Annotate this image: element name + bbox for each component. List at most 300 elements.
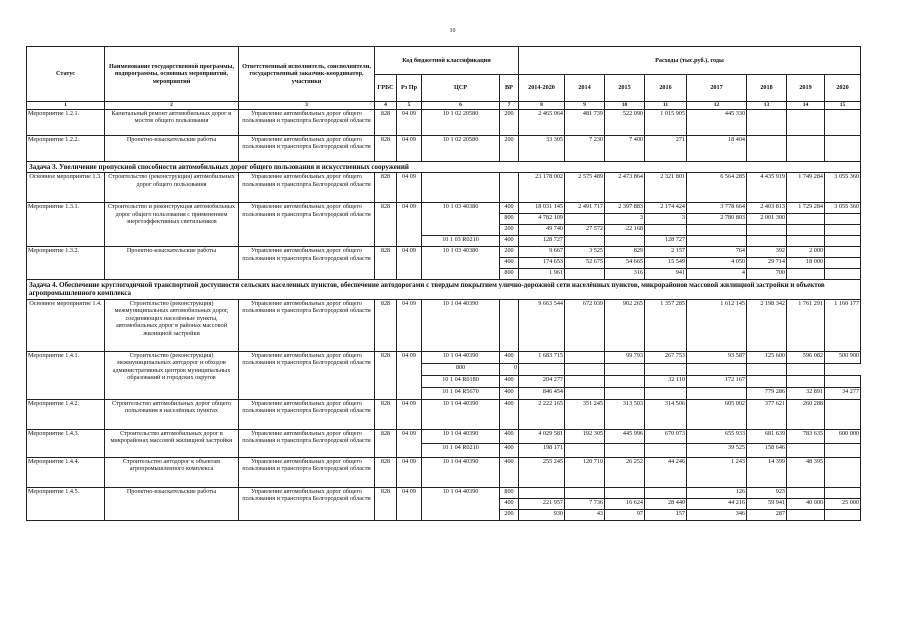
value-cell: 32 891 bbox=[787, 387, 825, 399]
value-cell: 2 000 bbox=[787, 247, 825, 258]
value-cell: 23 178 002 bbox=[519, 173, 565, 203]
value-cell: 445 996 bbox=[605, 429, 645, 443]
rzpr-cell: 04 09 bbox=[397, 399, 422, 429]
vr-cell: 200 bbox=[500, 509, 519, 520]
value-cell: 700 bbox=[747, 269, 787, 280]
value-cell: 2 780 803 bbox=[687, 214, 747, 225]
value-cell: 4 782 109 bbox=[519, 214, 565, 225]
value-cell bbox=[645, 363, 687, 375]
value-cell: 287 bbox=[747, 509, 787, 520]
value-cell bbox=[605, 443, 645, 457]
value-cell: 2 222 165 bbox=[519, 399, 565, 429]
header-year: 2018 bbox=[747, 74, 787, 102]
header-rzpr: Рз Пр bbox=[397, 74, 422, 102]
vr-cell bbox=[500, 173, 519, 203]
vr-cell: 200 bbox=[500, 135, 519, 161]
csr-cell: 10 1 02 20580 bbox=[422, 135, 500, 161]
header-year: 2014-2020 bbox=[519, 74, 565, 102]
value-cell bbox=[825, 214, 861, 225]
value-cell: 99 793 bbox=[605, 351, 645, 363]
value-cell: 1 357 285 bbox=[645, 299, 687, 351]
vr-cell: 800 bbox=[422, 363, 500, 375]
grbs-cell: 828 bbox=[375, 399, 397, 429]
responsible-cell: Управление автомобильных дорог общего пользования и транспорта Белгородской области bbox=[239, 247, 375, 280]
rzpr-cell: 04 09 bbox=[397, 135, 422, 161]
value-cell: 1 612 145 bbox=[687, 299, 747, 351]
value-cell: 351 245 bbox=[565, 399, 605, 429]
status-cell: Мероприятие 1.4.2. bbox=[27, 399, 105, 429]
event-row bbox=[27, 399, 861, 429]
status-cell: Мероприятие 1.4.3. bbox=[27, 429, 105, 457]
header-year: 2016 bbox=[645, 74, 687, 102]
value-cell: 3 055 360 bbox=[825, 203, 861, 214]
value-cell: 28 440 bbox=[645, 498, 687, 509]
value-cell bbox=[825, 443, 861, 457]
value-cell: 126 bbox=[687, 487, 747, 498]
value-cell: 39 525 bbox=[687, 443, 747, 457]
responsible-cell: Управление автомобильных дорог общего пользования и транспорта Белгородской области bbox=[239, 429, 375, 457]
task-title: Задача 3. Увеличение пропускной способности автомобильных дорог общего пользования и искусственных сооружений bbox=[27, 161, 861, 172]
value-cell bbox=[787, 214, 825, 225]
value-cell bbox=[825, 375, 861, 387]
task-title: Задача 4. Обеспечение круглогодичной транспортной доступности сельских населенных пунктов, обеспечение автодорогами с твердым покрытием улично-дорожной сети населённых пунктов, микрорайонов массовой жилищной застройки и объектов агропромышленного комплекса bbox=[27, 280, 861, 300]
value-cell: 0 bbox=[500, 363, 519, 375]
column-number: 6 bbox=[422, 102, 500, 110]
csr-cell: 10 1 02 20580 bbox=[422, 109, 500, 135]
value-cell bbox=[747, 225, 787, 236]
value-cell: 930 bbox=[519, 509, 565, 520]
value-cell bbox=[787, 236, 825, 247]
value-cell bbox=[687, 225, 747, 236]
vr-cell: 800 bbox=[500, 269, 519, 280]
header-year: 2020 bbox=[825, 74, 861, 102]
value-cell: 43 bbox=[565, 509, 605, 520]
value-cell: 40 000 bbox=[787, 498, 825, 509]
budget-table bbox=[26, 46, 861, 521]
value-cell: 25 000 bbox=[825, 498, 861, 509]
value-cell bbox=[787, 135, 825, 161]
value-cell: 14 399 bbox=[747, 457, 787, 487]
value-cell: 125 600 bbox=[747, 351, 787, 363]
event-row bbox=[27, 247, 861, 258]
value-cell bbox=[825, 258, 861, 269]
task-row bbox=[27, 161, 861, 172]
value-cell: 2 001 300 bbox=[747, 214, 787, 225]
rzpr-cell: 04 09 bbox=[397, 109, 422, 135]
status-cell: Мероприятие 1.3.2. bbox=[27, 247, 105, 280]
event-row bbox=[27, 429, 861, 443]
value-cell: 783 635 bbox=[787, 429, 825, 443]
value-cell: 3 778 664 bbox=[687, 203, 747, 214]
value-cell: 54 665 bbox=[605, 258, 645, 269]
value-cell: 7 400 bbox=[605, 135, 645, 161]
name-cell: Строительство и реконструкция автомобильных дорог общего пользования с применением энергоэффективных светильников bbox=[105, 203, 239, 247]
value-cell bbox=[747, 363, 787, 375]
value-cell: 32 110 bbox=[645, 375, 687, 387]
value-cell: 9 663 544 bbox=[519, 299, 565, 351]
value-cell: 198 171 bbox=[519, 443, 565, 457]
value-cell bbox=[787, 443, 825, 457]
name-cell: Строительство автодорог к объектам агропромышленного комплекса bbox=[105, 457, 239, 487]
value-cell: 22 168 bbox=[605, 225, 645, 236]
value-cell bbox=[565, 363, 605, 375]
csr-cell: 10 1 04 40390 bbox=[422, 429, 500, 443]
value-cell: 445 330 bbox=[687, 109, 747, 135]
column-number: 8 bbox=[519, 102, 565, 110]
value-cell bbox=[825, 225, 861, 236]
value-cell: 377 621 bbox=[747, 399, 787, 429]
value-cell: 923 bbox=[747, 487, 787, 498]
value-cell bbox=[825, 457, 861, 487]
header-row-1 bbox=[27, 47, 861, 75]
column-number: 10 bbox=[605, 102, 645, 110]
value-cell bbox=[825, 135, 861, 161]
value-cell bbox=[825, 509, 861, 520]
value-cell: 221 957 bbox=[519, 498, 565, 509]
value-cell: 2 491 717 bbox=[565, 203, 605, 214]
value-cell: 267 753 bbox=[645, 351, 687, 363]
value-cell: 2 321 801 bbox=[645, 173, 687, 203]
value-cell bbox=[787, 225, 825, 236]
vr-cell: 800 bbox=[500, 487, 519, 498]
value-cell: 1 683 715 bbox=[519, 351, 565, 363]
value-cell: 1 749 284 bbox=[787, 173, 825, 203]
main-event-row bbox=[27, 299, 861, 351]
rzpr-cell: 04 09 bbox=[397, 487, 422, 520]
value-cell: 9 667 bbox=[519, 247, 565, 258]
value-cell: 3 bbox=[605, 214, 645, 225]
status-cell: Основное мероприятие 1.3. bbox=[27, 173, 105, 203]
value-cell bbox=[645, 487, 687, 498]
column-number: 1 bbox=[27, 102, 105, 110]
name-cell: Строительство автомобильных дорог общего пользования в населённых пунктах bbox=[105, 399, 239, 429]
vr-cell: 400 bbox=[500, 203, 519, 214]
value-cell bbox=[787, 269, 825, 280]
vr-cell: 400 bbox=[500, 429, 519, 443]
grbs-cell: 828 bbox=[375, 135, 397, 161]
grbs-cell: 828 bbox=[375, 457, 397, 487]
grbs-cell: 828 bbox=[375, 173, 397, 203]
value-cell bbox=[825, 487, 861, 498]
vr-cell: 800 bbox=[500, 214, 519, 225]
value-cell: 26 252 bbox=[605, 457, 645, 487]
value-cell bbox=[605, 236, 645, 247]
value-cell: 1 761 291 bbox=[787, 299, 825, 351]
grbs-cell: 828 bbox=[375, 247, 397, 280]
csr-cell: 10 1 04 40390 bbox=[422, 399, 500, 429]
column-number: 7 bbox=[500, 102, 519, 110]
value-cell: 18 000 bbox=[787, 258, 825, 269]
rzpr-cell: 04 09 bbox=[397, 429, 422, 457]
rzpr-cell: 04 09 bbox=[397, 247, 422, 280]
event-row bbox=[27, 351, 861, 363]
vr-cell: 200 bbox=[500, 225, 519, 236]
status-cell: Основное мероприятие 1.4. bbox=[27, 299, 105, 351]
value-cell: 120 710 bbox=[565, 457, 605, 487]
value-cell bbox=[565, 487, 605, 498]
value-cell: 522 090 bbox=[605, 109, 645, 135]
value-cell: 2 403 813 bbox=[747, 203, 787, 214]
name-cell: Строительство (реконструкция) межмуниципальных автомобильных дорог, соединяющих населённые пункты, автомобильных дорог в районах массовой жилищной застройки bbox=[105, 299, 239, 351]
value-cell: 7 230 bbox=[565, 135, 605, 161]
rzpr-cell: 04 09 bbox=[397, 173, 422, 203]
value-cell: 15 549 bbox=[645, 258, 687, 269]
value-cell: 128 727 bbox=[645, 236, 687, 247]
value-cell: 271 bbox=[645, 135, 687, 161]
column-number: 3 bbox=[239, 102, 375, 110]
rzpr-cell: 04 09 bbox=[397, 351, 422, 399]
value-cell bbox=[825, 399, 861, 429]
rzpr-cell: 04 09 bbox=[397, 457, 422, 487]
value-cell: 941 bbox=[645, 269, 687, 280]
value-cell bbox=[825, 247, 861, 258]
value-cell: 764 bbox=[687, 247, 747, 258]
header-expenses: Расходы (тыс.руб.), годы bbox=[519, 47, 861, 75]
header-status: Статус bbox=[27, 47, 105, 102]
responsible-cell: Управление автомобильных дорог общего пользования и транспорта Белгородской области bbox=[239, 351, 375, 399]
value-cell bbox=[787, 109, 825, 135]
value-cell bbox=[565, 236, 605, 247]
value-cell bbox=[565, 387, 605, 399]
header-csr: ЦСР bbox=[422, 74, 500, 102]
value-cell: 500 900 bbox=[825, 351, 861, 363]
responsible-cell: Управление автомобильных дорог общего пользования и транспорта Белгородской области bbox=[239, 203, 375, 247]
status-cell: Мероприятие 1.2.1. bbox=[27, 109, 105, 135]
value-cell: 48 395 bbox=[787, 457, 825, 487]
responsible-cell: Управление автомобильных дорог общего пользования и транспорта Белгородской области bbox=[239, 399, 375, 429]
column-number: 5 bbox=[397, 102, 422, 110]
responsible-cell: Управление автомобильных дорог общего пользования и транспорта Белгородской области bbox=[239, 173, 375, 203]
vr-cell: 400 bbox=[500, 498, 519, 509]
column-number: 12 bbox=[687, 102, 747, 110]
value-cell: 600 000 bbox=[825, 429, 861, 443]
vr-cell: 200 bbox=[500, 109, 519, 135]
value-cell bbox=[645, 443, 687, 457]
grbs-cell: 828 bbox=[375, 429, 397, 457]
csr-cell: 10 1 04 R5670 bbox=[422, 387, 500, 399]
grbs-cell: 828 bbox=[375, 351, 397, 399]
header-program-name: Наименование государственной программы, подпрограммы, основных мероприятий, мероприятий bbox=[105, 47, 239, 102]
value-cell: 4 bbox=[687, 269, 747, 280]
column-number: 15 bbox=[825, 102, 861, 110]
header-year: 2019 bbox=[787, 74, 825, 102]
value-cell bbox=[565, 443, 605, 457]
value-cell: 4 029 581 bbox=[519, 429, 565, 443]
value-cell: 34 277 bbox=[825, 387, 861, 399]
value-cell: 49 740 bbox=[519, 225, 565, 236]
value-cell: 93 587 bbox=[687, 351, 747, 363]
main-event-row bbox=[27, 173, 861, 203]
csr-cell: 10 1 04 R0210 bbox=[422, 443, 500, 457]
column-number: 2 bbox=[105, 102, 239, 110]
value-cell: 902 265 bbox=[605, 299, 645, 351]
rzpr-cell: 04 09 bbox=[397, 203, 422, 247]
value-cell: 346 bbox=[687, 509, 747, 520]
responsible-cell: Управление автомобильных дорог общего пользования и транспорта Белгородской области bbox=[239, 109, 375, 135]
value-cell: 1 243 bbox=[687, 457, 747, 487]
header-year: 2017 bbox=[687, 74, 747, 102]
csr-cell: 10 1 04 40390 bbox=[422, 457, 500, 487]
responsible-cell: Управление автомобильных дорог общего пользования и транспорта Белгородской области bbox=[239, 299, 375, 351]
value-cell: 7 736 bbox=[565, 498, 605, 509]
value-cell: 18 404 bbox=[687, 135, 747, 161]
value-cell: 672 039 bbox=[565, 299, 605, 351]
responsible-cell: Управление автомобильных дорог общего пользования и транспорта Белгородской области bbox=[239, 457, 375, 487]
name-cell: Капитальный ремонт автомобильных дорог и мостов общего пользования bbox=[105, 109, 239, 135]
header-vr: ВР bbox=[500, 74, 519, 102]
task-row bbox=[27, 280, 861, 300]
value-cell: 29 714 bbox=[747, 258, 787, 269]
value-cell: 316 bbox=[605, 269, 645, 280]
value-cell: 157 bbox=[645, 509, 687, 520]
name-cell: Строительство автомобильных дорог в микрорайонах массовой жилищной застройки bbox=[105, 429, 239, 457]
value-cell: 97 bbox=[605, 509, 645, 520]
vr-cell: 400 bbox=[500, 457, 519, 487]
event-row bbox=[27, 203, 861, 214]
event-row bbox=[27, 135, 861, 161]
value-cell bbox=[787, 487, 825, 498]
value-cell: 18 031 145 bbox=[519, 203, 565, 214]
value-cell: 2 575 489 bbox=[565, 173, 605, 203]
vr-cell: 400 bbox=[500, 236, 519, 247]
value-cell: 255 245 bbox=[519, 457, 565, 487]
value-cell bbox=[825, 109, 861, 135]
value-cell bbox=[747, 135, 787, 161]
header-grbs: ГРБС bbox=[375, 74, 397, 102]
value-cell bbox=[565, 351, 605, 363]
value-cell: 4 050 bbox=[687, 258, 747, 269]
csr-cell: 10 1 04 R0180 bbox=[422, 375, 500, 387]
value-cell: 1 729 284 bbox=[787, 203, 825, 214]
value-cell: 128 727 bbox=[519, 236, 565, 247]
value-cell: 779 286 bbox=[747, 387, 787, 399]
value-cell: 655 933 bbox=[687, 429, 747, 443]
value-cell: 1 015 905 bbox=[645, 109, 687, 135]
value-cell bbox=[645, 387, 687, 399]
name-cell: Проектно-изыскательские работы bbox=[105, 487, 239, 520]
responsible-cell: Управление автомобильных дорог общего пользования и транспорта Белгородской области bbox=[239, 135, 375, 161]
value-cell: 6 564 285 bbox=[687, 173, 747, 203]
value-cell: 44 246 bbox=[645, 457, 687, 487]
value-cell bbox=[645, 225, 687, 236]
value-cell bbox=[687, 387, 747, 399]
event-row bbox=[27, 109, 861, 135]
column-number: 4 bbox=[375, 102, 397, 110]
vr-cell: 400 bbox=[500, 387, 519, 399]
value-cell bbox=[825, 236, 861, 247]
responsible-cell: Управление автомобильных дорог общего пользования и транспорта Белгородской области bbox=[239, 487, 375, 520]
value-cell: 829 bbox=[605, 247, 645, 258]
value-cell: 2 157 bbox=[645, 247, 687, 258]
value-cell bbox=[565, 214, 605, 225]
page-number: 10 bbox=[449, 28, 456, 34]
grbs-cell: 828 bbox=[375, 299, 397, 351]
status-cell: Мероприятие 1.2.2. bbox=[27, 135, 105, 161]
header-year: 2014 bbox=[565, 74, 605, 102]
value-cell: 605 002 bbox=[687, 399, 747, 429]
name-cell: Проектно-изыскательские работы bbox=[105, 247, 239, 280]
value-cell bbox=[787, 363, 825, 375]
value-cell: 2 198 342 bbox=[747, 299, 787, 351]
name-cell: Строительство (реконструкция) межмуниципальных автодорог и обходов административных центров муниципальных образований и городских округов bbox=[105, 351, 239, 399]
value-cell: 1 160 177 bbox=[825, 299, 861, 351]
value-cell bbox=[565, 269, 605, 280]
value-cell bbox=[605, 487, 645, 498]
value-cell bbox=[825, 269, 861, 280]
vr-cell: 400 bbox=[500, 258, 519, 269]
value-cell: 2 174 424 bbox=[645, 203, 687, 214]
value-cell: 44 216 bbox=[687, 498, 747, 509]
rzpr-cell: 04 09 bbox=[397, 299, 422, 351]
vr-cell: 400 bbox=[500, 399, 519, 429]
value-cell: 59 941 bbox=[747, 498, 787, 509]
header-budget-code: Код бюджетной классификации bbox=[375, 47, 519, 75]
value-cell: 2 465 064 bbox=[519, 109, 565, 135]
name-cell: Проектно-изыскательские работы bbox=[105, 135, 239, 161]
value-cell: 52 675 bbox=[565, 258, 605, 269]
column-number: 13 bbox=[747, 102, 787, 110]
vr-cell bbox=[500, 299, 519, 351]
header-responsible: Ответственный исполнитель, соисполнители, государственный заказчик-координатор, участники bbox=[239, 47, 375, 102]
name-cell: Строительство (реконструкция) автомобильных дорог общего пользования bbox=[105, 173, 239, 203]
vr-cell: 400 bbox=[500, 375, 519, 387]
csr-cell: 10 1 03 40380 bbox=[422, 203, 500, 236]
vr-cell: 200 bbox=[500, 247, 519, 258]
value-cell: 481 739 bbox=[565, 109, 605, 135]
value-cell bbox=[747, 375, 787, 387]
value-cell bbox=[605, 387, 645, 399]
header-year: 2015 bbox=[605, 74, 645, 102]
column-number: 11 bbox=[645, 102, 687, 110]
value-cell: 2 397 883 bbox=[605, 203, 645, 214]
status-cell: Мероприятие 1.4.1. bbox=[27, 351, 105, 399]
value-cell: 846 454 bbox=[519, 387, 565, 399]
value-cell: 3 055 360 bbox=[825, 173, 861, 203]
column-number: 14 bbox=[787, 102, 825, 110]
csr-cell bbox=[422, 173, 500, 203]
column-number-row bbox=[27, 102, 861, 110]
value-cell bbox=[787, 509, 825, 520]
status-cell: Мероприятие 1.4.5. bbox=[27, 487, 105, 520]
value-cell bbox=[687, 236, 747, 247]
event-row bbox=[27, 487, 861, 498]
value-cell: 2 473 864 bbox=[605, 173, 645, 203]
csr-cell: 10 1 03 R0210 bbox=[422, 236, 500, 247]
value-cell: 670 073 bbox=[645, 429, 687, 443]
grbs-cell: 828 bbox=[375, 203, 397, 247]
value-cell bbox=[605, 375, 645, 387]
value-cell bbox=[787, 375, 825, 387]
value-cell bbox=[519, 363, 565, 375]
value-cell: 192 305 bbox=[565, 429, 605, 443]
value-cell bbox=[605, 363, 645, 375]
csr-cell: 10 1 04 40390 bbox=[422, 487, 500, 520]
value-cell: 314 506 bbox=[645, 399, 687, 429]
grbs-cell: 828 bbox=[375, 487, 397, 520]
value-cell: 33 305 bbox=[519, 135, 565, 161]
status-cell: Мероприятие 1.4.4. bbox=[27, 457, 105, 487]
value-cell bbox=[747, 109, 787, 135]
csr-cell: 10 1 03 40380 bbox=[422, 247, 500, 280]
value-cell bbox=[747, 236, 787, 247]
value-cell: 204 277 bbox=[519, 375, 565, 387]
grbs-cell: 828 bbox=[375, 109, 397, 135]
value-cell: 260 288 bbox=[787, 399, 825, 429]
event-row bbox=[27, 457, 861, 487]
column-number: 9 bbox=[565, 102, 605, 110]
value-cell: 681 639 bbox=[747, 429, 787, 443]
value-cell: 392 bbox=[747, 247, 787, 258]
